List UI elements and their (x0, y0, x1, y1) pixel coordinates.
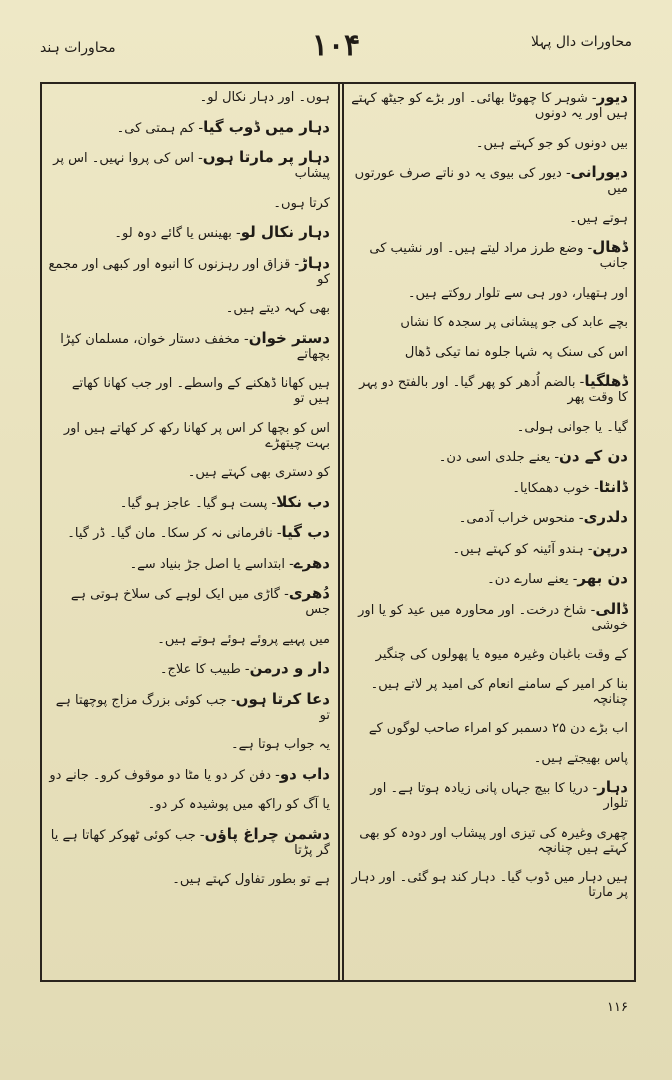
entry-text: کے وقت باغبان وغیرہ میوہ یا پھولوں کی چنگیر (375, 647, 628, 662)
entry-text: چھری وغیرہ کی تیزی اور پیشاب اور دودہ کو بھی کہتے ہیں چنانچہ (359, 825, 628, 856)
dictionary-entry (48, 797, 330, 812)
dictionary-entry (346, 374, 628, 405)
entry-headword: دب گیا (281, 523, 330, 541)
entry-text: - دفن کر دو یا مٹا دو موقوف کرو۔ جانے دو (49, 767, 280, 783)
right-column (346, 90, 628, 915)
entry-headword: دہاڑ (299, 253, 330, 272)
entry-headword: دشمن چراغ پاؤں (204, 824, 330, 843)
left-column (48, 90, 330, 902)
dictionary-entry (48, 661, 330, 677)
entry-headword: دار و درمن (249, 659, 330, 677)
entry-text: - اس کی پروا نہیں۔ اس پر پیشاب (53, 151, 330, 181)
entry-headword: دب نکلا (276, 492, 330, 511)
dictionary-entry (48, 301, 330, 316)
dictionary-entry (48, 737, 330, 752)
entry-text: - وضع طرز مراد لیتے ہیں۔ اور نشیب کی جانب (369, 241, 628, 271)
entry-headword: ڈھال (592, 238, 628, 256)
dictionary-entry (48, 90, 330, 105)
dictionary-entry (48, 872, 330, 887)
dictionary-entry (346, 510, 628, 526)
entry-text: اس کی سنک پہ شہا جلوہ نما تیکی ڈھال (404, 344, 628, 360)
dictionary-entry (346, 286, 628, 301)
entry-text: - ابتداسے یا اصل جڑ بنیاد سے۔ (129, 556, 294, 572)
page-footer-number: ۱۱۶ (607, 1000, 628, 1015)
entry-text: یہ جواب ہوتا ہے۔ (231, 737, 330, 752)
entry-text: - طبیب کا علاج۔ (159, 662, 250, 677)
entry-headword: داب دو (279, 764, 330, 783)
dictionary-entry (346, 477, 628, 496)
entry-text: - قزاق اور رہزنوں کا انبوہ اور کبھی اور مجمع کو (48, 256, 330, 287)
entry-headword: دھرے (293, 553, 330, 572)
entry-text: - شوہر کا چھوٹا بھائی۔ اور بڑے کو جیٹھ کہتے ہیں اور یہ دونوں (351, 91, 628, 121)
dictionary-entry (48, 553, 330, 572)
dictionary-entry (346, 136, 628, 151)
dictionary-entry (346, 780, 628, 811)
entry-text: اور ہتھیار، دور ہی سے تلوار روکتے ہیں۔ (407, 285, 628, 301)
entry-text: - دیور کی بیوی یہ دو ناتے صرف عورتوں میں (354, 166, 628, 196)
dictionary-entry (48, 525, 330, 541)
entry-headword: دعا کرتا ہوں (235, 689, 330, 708)
entry-text: یا آگ کو راکھ میں پوشیدہ کر دو۔ (147, 797, 330, 812)
entry-headword: دلدری (583, 508, 628, 526)
dictionary-entry (346, 721, 628, 736)
dictionary-entry (346, 90, 628, 121)
dictionary-entry (48, 225, 330, 241)
dictionary-entry (48, 492, 330, 511)
dictionary-entry (346, 599, 628, 633)
entry-text: - کم ہمتی کی۔ (116, 120, 204, 136)
dictionary-entry (346, 345, 628, 360)
dictionary-entry (48, 689, 330, 723)
page-header (40, 22, 632, 72)
entry-text: - خوب دھمکایا۔ (512, 480, 599, 496)
entry-headword: دیورانی (570, 163, 628, 181)
entry-text: - یعنے جلدی اسی دن۔ (438, 450, 560, 465)
entry-text: ہیں دہار میں ڈوب گیا۔ دہار کند ہو گئی۔ اور دہار پر مارتا (351, 870, 628, 900)
entry-text: میں پہیے پروئے ہوئے ہوتے ہیں۔ (157, 631, 330, 647)
entry-text: - منحوس خراب آدمی۔ (458, 511, 584, 526)
entry-text: کو دستری بھی کہتے ہیں۔ (187, 465, 330, 480)
entry-text: - بالضم اُدھر کو پھر گیا۔ اور بالفتح دو پہر کا وقت پھر (359, 375, 628, 405)
entry-headword: ڈھلگیا (584, 372, 628, 390)
entry-text: - مخفف دستار خوان، مسلمان کپڑا بچھاتے (60, 331, 330, 362)
entry-headword: دہار (597, 778, 628, 796)
entry-text: - بھینس یا گائے دوہ لو۔ (114, 226, 241, 241)
entry-text: ہے تو بطور تفاول کہتے ہیں۔ (172, 872, 330, 887)
entry-text: - جب کوئی بزرگ مزاج پوچھتا ہے تو (55, 692, 330, 723)
entry-headword: دن بھر (577, 569, 628, 587)
entry-text: اب بڑے دن ۲۵ دسمبر کو امراء صاحب لوگوں کے (368, 721, 628, 736)
dictionary-entry (346, 677, 628, 707)
entry-text: گیا۔ یا جوانی ہولی۔ (516, 419, 628, 435)
dictionary-entry (346, 240, 628, 271)
entry-headword: دہار نکال لو (240, 223, 330, 241)
dictionary-entry (48, 328, 330, 362)
entry-text: - شاخ درخت۔ اور محاورہ میں عید کو یا اور خوشی (358, 602, 628, 633)
entry-text: بچے عابد کی جو پیشانی پر سجدہ کا نشاں (400, 315, 628, 330)
dictionary-entry (346, 165, 628, 196)
entry-headword: دستر خوان (248, 328, 330, 347)
entry-text: کرتا ہوں۔ (273, 195, 330, 211)
entry-text: ہیں کھانا ڈھکنے کے واسطے۔ اور جب کھانا کھاتے ہیں تو (71, 376, 330, 406)
dictionary-entry (346, 870, 628, 900)
entry-text: - دریا کا بیچ جہاں پانی زیادہ ہوتا ہے۔ اور تلوار (370, 781, 628, 811)
entry-headword: دن کے دن (559, 447, 628, 465)
dictionary-entry (48, 465, 330, 480)
entry-headword: دُھری (288, 584, 330, 602)
dictionary-entry (48, 150, 330, 181)
entry-headword: دہار میں ڈوب گیا (203, 117, 330, 136)
dictionary-entry (346, 538, 628, 557)
entry-headword: ڈانٹا (598, 477, 628, 496)
entry-text: - گاڑی میں ایک لوہے کی سلاخ ہوتی ہے جس (70, 587, 330, 617)
header-page-number: ۱۰۴ (311, 28, 361, 63)
entry-text: بنا کر امیر کے سامنے انعام کی امید پر لاتے ہیں۔ چنانچہ (370, 676, 628, 707)
dictionary-entry (48, 196, 330, 211)
entry-text: پاس بھیجتے ہیں۔ (533, 750, 628, 766)
entry-text: بھی کہہ دیتے ہیں۔ (225, 301, 330, 316)
dictionary-entry (48, 586, 330, 617)
entry-text: - نافرمانی نہ کر سکا۔ مان گیا۔ ڈر گیا۔ (67, 526, 282, 541)
entry-text: - یعنے سارے دن۔ (487, 572, 578, 587)
dictionary-entry (346, 647, 628, 662)
dictionary-entry (346, 449, 628, 465)
dictionary-entry (48, 421, 330, 451)
dictionary-entry (346, 211, 628, 226)
dictionary-entry (48, 253, 330, 287)
header-right-title: محاورات دال پہلا (530, 34, 632, 50)
entry-headword: دیور (596, 88, 628, 106)
entry-text: - پست ہو گیا۔ عاجز ہو گیا۔ (119, 495, 277, 511)
dictionary-entry (48, 117, 330, 136)
entry-text: ہوتے ہیں۔ (569, 210, 628, 226)
column-divider (338, 84, 344, 980)
dictionary-entry (346, 751, 628, 766)
dictionary-entry (346, 571, 628, 587)
dictionary-entry (346, 315, 628, 330)
dictionary-entry (48, 764, 330, 783)
dictionary-entry (48, 632, 330, 647)
entry-text: - جب کوئی ٹھوکر کھاتا ہے یا گر پڑتا (50, 827, 330, 858)
entry-headword: ڈالی (595, 599, 628, 618)
entry-text: ہوں۔ اور دہار نکال لو۔ (199, 90, 330, 105)
dictionary-entry (346, 826, 628, 856)
entry-headword: درپن (592, 538, 628, 557)
header-left-title: محاورات ہند (40, 40, 116, 56)
entry-text: اس کو بچھا کر اس پر کھانا رکھ کر کھاتے ہیں اور بہت چیتھڑے (63, 420, 330, 451)
entry-headword: دہار پر مارتا ہوں (202, 148, 330, 166)
two-column-frame (40, 82, 636, 982)
entry-text: - ہندو آئینہ کو کہتے ہیں۔ (452, 541, 593, 557)
dictionary-entry (346, 420, 628, 435)
entry-text: بیں دونوں کو جو کہتے ہیں۔ (475, 135, 628, 151)
dictionary-entry (48, 824, 330, 858)
dictionary-entry (48, 376, 330, 406)
